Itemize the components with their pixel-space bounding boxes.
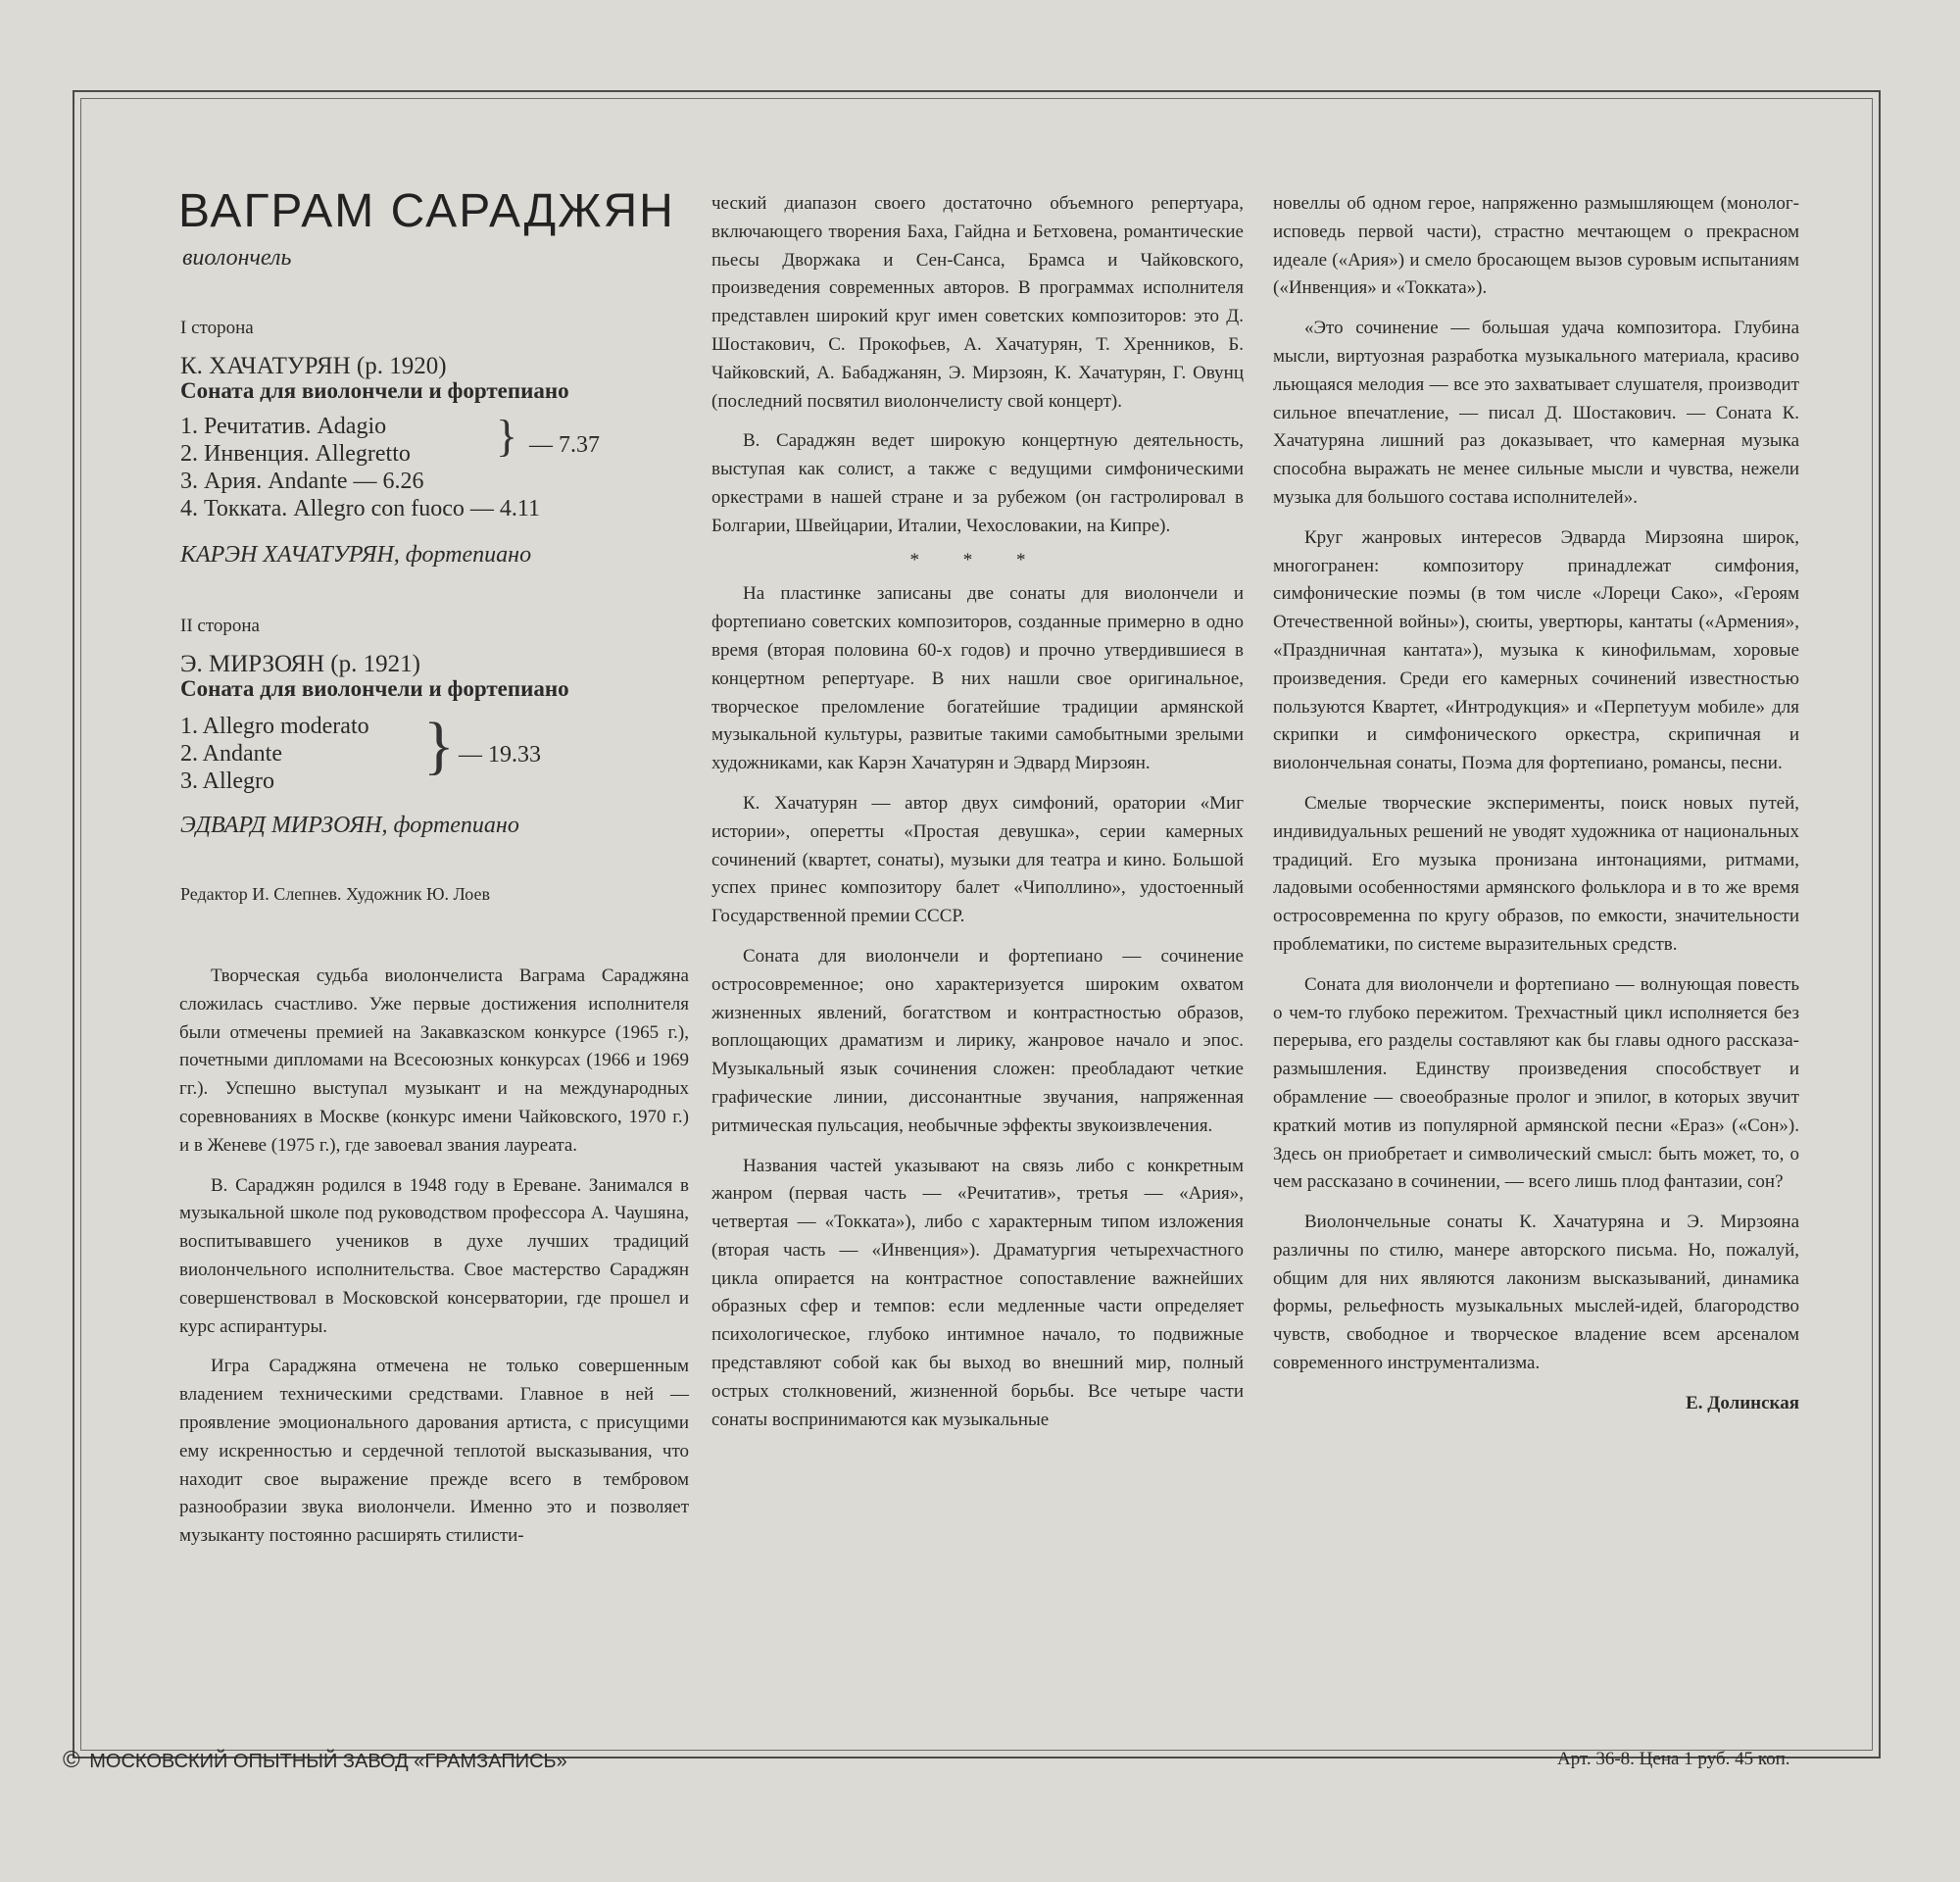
side2-work-title: Соната для виолончели и фортепиано	[180, 676, 569, 701]
side2-performer: ЭДВАРД МИРЗОЯН, фортепиано	[180, 813, 519, 838]
paragraph: Соната для виолончели и фортепиано — сочинение остросовременное; оно характеризуется широким охватом жизненных явлений, богатством и контрастностью образов, воплощающих драматизм и лирику, жанровое начало и эпос. Музыкальный язык сочинения сложен: преобладают четкие графические линии, диссонантные звучания, напряженная ритмическая пульсация, необычные эффекты звукоизвлечения.	[711, 945, 1244, 1136]
publisher-name: МОСКОВСКИЙ ОПЫТНЫЙ ЗАВОД «ГРАМЗАПИСЬ»	[89, 1751, 567, 1772]
article-author: Е. Долинская	[1686, 1392, 1799, 1413]
side1-movement: 1. Речитатив. Adagio	[180, 414, 387, 439]
side2-movement: 1. Allegro moderato	[180, 714, 369, 739]
side1-work-title: Соната для виолончели и фортепиано	[180, 378, 569, 403]
text-column-3	[1273, 190, 1799, 1430]
section-separator: * * *	[909, 549, 1046, 570]
publisher-footer	[63, 1747, 567, 1774]
page-title: ВАГРАМ САРАДЖЯН	[178, 185, 675, 237]
text-column-1	[179, 963, 689, 1562]
text-column-2	[711, 190, 1244, 1446]
side1-bracket: }	[496, 411, 518, 461]
side2-movement: 2. Andante	[180, 741, 282, 767]
paragraph: ческий диапазон своего достаточно объемного репертуара, включающего творения Баха, Гайдна и Бетховена, романтические пьесы Дворжака и Сен-Санса, Брамса и Чайковского, произведения современных авторов. В программах исполнителя представлен широкий круг имен советских композиторов: это Д. Шостакович, С. Прокофьев, А. Хачатурян, Т. Хренников, Б. Чайковский, А. Бабаджанян, Э. Мирзоян, К. Хачатурян, Г. Овунц (последний посвятил виолончелисту свой концерт).	[711, 193, 1244, 412]
paragraph: В. Сараджян ведет широкую концертную деятельность, выступая как солист, а также с ведущими симфоническими оркестрами в нашей стране и за рубежом (он гастролировал в Болгарии, Швейцарии, Италии, Чехословакии, на Кипре).	[711, 430, 1244, 536]
side1-bracket-duration: — 7.37	[529, 432, 600, 458]
side1-movement: 2. Инвенция. Allegretto	[180, 441, 411, 467]
paragraph: На пластинке записаны две сонаты для виолончели и фортепиано советских композиторов, созданные примерно в одно время (вторая половина 60-х годов) и прочно утвердившиеся в концертном репертуаре. В них нашли свое оригинальное, творческое преломление богатейшие традиции армянской музыкальной культуры, развитые такими самобытными зрелыми художниками, как Карэн Хачатурян и Эдвард Мирзоян.	[711, 583, 1244, 774]
side1-composer: К. ХАЧАТУРЯН (р. 1920)	[180, 353, 447, 379]
paragraph: Виолончельные сонаты К. Хачатуряна и Э. Мирзояна различны по стилю, манере авторского письма. Но, пожалуй, общим для них являются лаконизм высказываний, динамика формы, рельефность музыкальных мыслей-идей, благородство чувств, свободное и творческое владение всем арсеналом современного инструментализма.	[1273, 1212, 1799, 1374]
price-label: Арт. 36-8. Цена 1 руб. 45 коп.	[1557, 1749, 1790, 1769]
side1-performer: КАРЭН ХАЧАТУРЯН, фортепиано	[180, 542, 532, 568]
side2-composer: Э. МИРЗОЯН (р. 1921)	[180, 651, 420, 677]
instrument-subtitle: виолончель	[182, 245, 292, 271]
paragraph: Названия частей указывают на связь либо с конкретным жанром (первая часть — «Речитатив», третья — «Ария», четвертая — «Токката»), либо с характерным типом изложения (вторая часть — «Инвенция»). Драматургия четырехчастного цикла опирается на контрастное сопоставление важнейших образных сфер и темпов: если медленные части определяет психологическое, глубоко интимное начало, то подвижные представляют собой как бы выход во внешний мир, полный острых столкновений, жизненной борьбы. Все четыре части сонаты воспринимаются как музыкальные	[711, 1155, 1244, 1430]
side2-movement: 3. Allegro	[180, 768, 274, 794]
paragraph: Игра Сараджяна отмечена не только совершенным владением техническими средствами. Главное в ней — проявление эмоционального дарования артиста, с присущими ему искренностью и сердечной теплотой высказывания, что находит свое выражение прежде всего в тембровом разнообразии звука виолончели. Именно это и позволяет музыканту постоянно расширять стилисти-	[179, 1356, 689, 1547]
copyright-icon: ©	[63, 1747, 80, 1773]
side2-bracket-duration: — 19.33	[459, 742, 541, 768]
paragraph: Смелые творческие эксперименты, поиск новых путей, индивидуальных решений не уводят художника от национальных традиций. Его музыка пронизана интонациями, ритмами, ладовыми особенностями армянского фольклора и в то же время остросовременна по кругу образов, по емкости, значительности проблематики, по системе выразительных средств.	[1273, 792, 1799, 955]
credits: Редактор И. Слепнев. Художник Ю. Лоев	[180, 884, 490, 904]
side1-movement: 3. Ария. Andante — 6.26	[180, 469, 424, 494]
paragraph: «Это сочинение — большая удача композитора. Глубина мысли, виртуозная разработка музыкального материала, красиво льющаяся мелодия — все это захватывает слушателя, производит сильное впечатление, — писал Д. Шостакович. — Соната К. Хачатуряна лишний раз доказывает, что камерная музыка способна выражать не менее сильные мысли и чувства, нежели музыка для большого состава исполнителей».	[1273, 318, 1799, 508]
side2-bracket: }	[423, 710, 455, 781]
paragraph: В. Сараджян родился в 1948 году в Ереване. Занимался в музыкальной школе под руководством профессора А. Чаушяна, воспитывавшего учеников в духе лучших традиций виолончельного исполнительства. Свое мастерство Сараджян совершенствовал в Московской консерватории, где прошел и курс аспирантуры.	[179, 1174, 689, 1337]
side1-movement: 4. Токката. Allegro con fuoco — 4.11	[180, 496, 540, 521]
paragraph: Творческая судьба виолончелиста Ваграма Сараджяна сложилась счастливо. Уже первые достижения исполнителя были отмечены премией на Закавказском конкурсе (1965 г.), почетными дипломами на Всесоюзных конкурсах (1966 и 1969 гг.). Успешно выступал музыкант и на международных соревнованиях в Москве (конкурс имени Чайковского, 1970 г.) и в Женеве (1975 г.), где завоевал звания лауреата.	[179, 966, 689, 1156]
side2-label: II сторона	[180, 616, 260, 636]
paragraph: К. Хачатурян — автор двух симфоний, оратории «Миг истории», оперетты «Простая девушка», серии камерных сочинений (квартет, сонаты), музыки для театра и кино. Большой успех принес композитору балет «Чиполлино», удостоенный Государственной премии СССР.	[711, 792, 1244, 927]
paragraph: Круг жанровых интересов Эдварда Мирзояна широк, многогранен: композитору принадлежат симфония, симфонические поэмы (в том числе «Лореци Сако», «Героям Отечественной войны»), сюиты, увертюры, кантаты («Армения», «Праздничная кантата»), музыка к кинофильмам, хоровые произведения. Среди его камерных сочинений известностью пользуются Квартет, «Интродукция» и «Перпетуум мобиле» для скрипки и симфонического оркестра, скрипичная и виолончельная сонаты, Поэма для фортепиано, романсы, песни.	[1273, 526, 1799, 774]
paragraph: новеллы об одном герое, напряженно размышляющем (монолог-исповедь первой части), страстно мечтающем о прекрасном идеале («Ария») и смело бросающем вызов суровым испытаниям («Инвенция» и «Токката»).	[1273, 193, 1799, 299]
paragraph: Соната для виолончели и фортепиано — волнующая повесть о чем-то глубоко пережитом. Трехчастный цикл исполняется без перерыва, его разделы составляют как бы главы одного рассказа-размышления. Единству произведения способствует и обрамление — своеобразные пролог и эпилог, в которых звучит краткий мотив из популярной армянской песни «Ераз» («Сон»). Здесь он приобретает и символический смысл: быть может, то, о чем рассказано в сочинении, — всего лишь плод фантазии, сон?	[1273, 973, 1799, 1193]
side1-label: I сторона	[180, 318, 254, 338]
